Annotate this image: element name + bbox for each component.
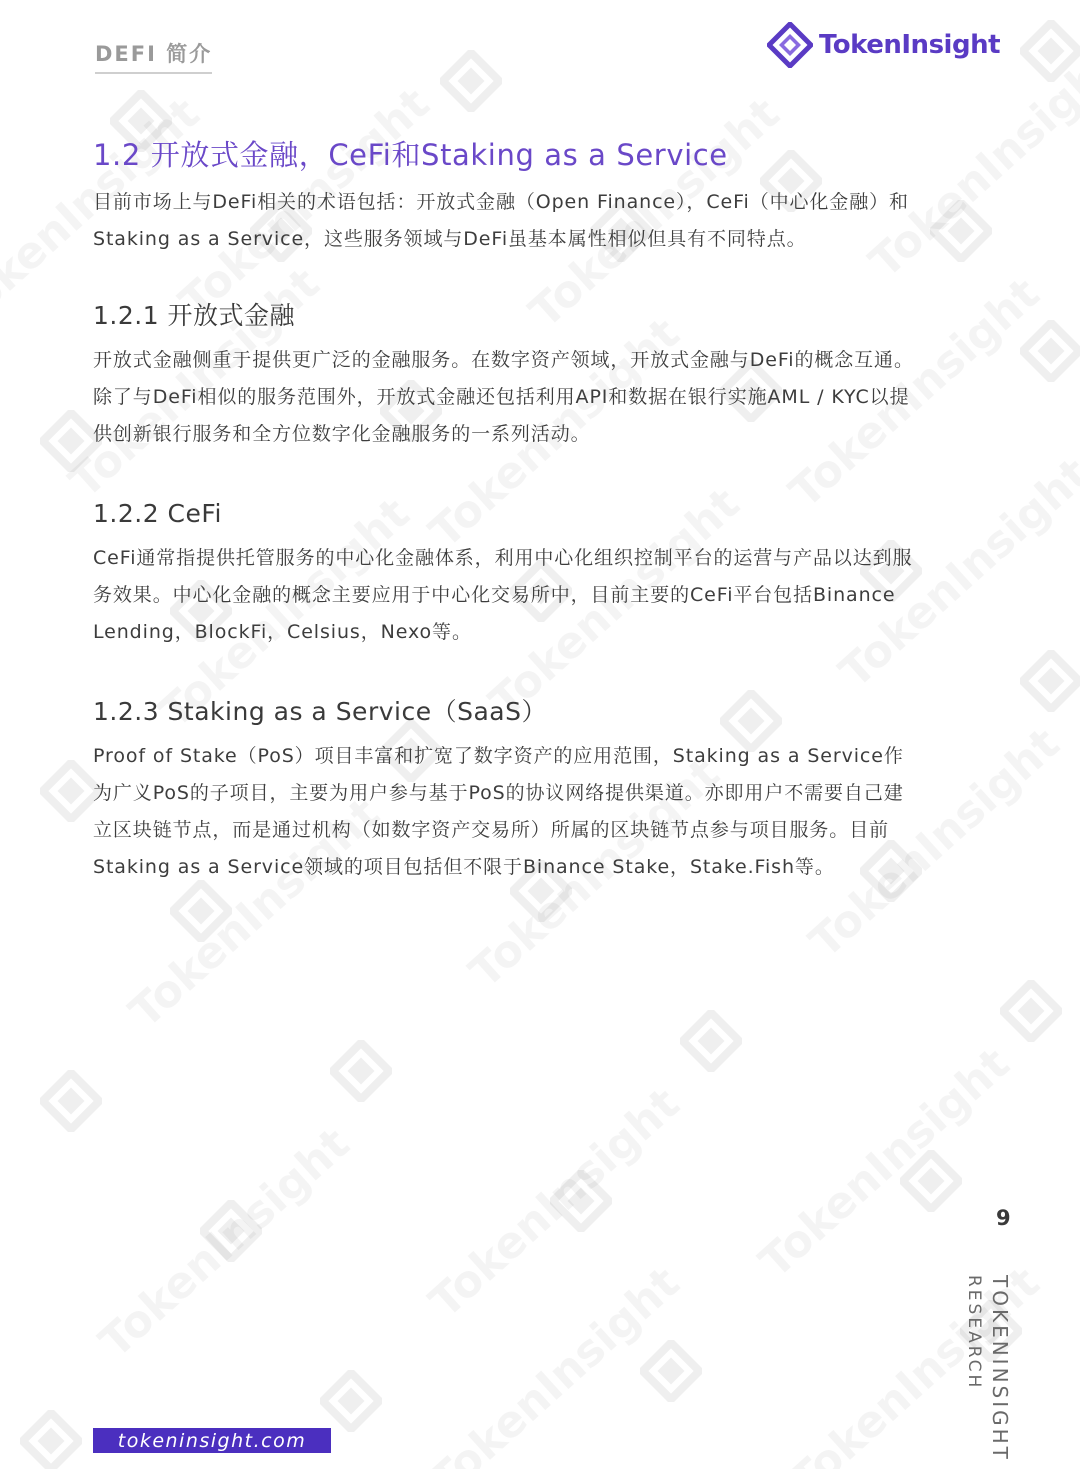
website-link[interactable]: tokeninsight.com <box>117 1429 307 1452</box>
watermark-text <box>90 1118 359 1368</box>
header-section <box>95 38 212 74</box>
section-label: DEFI 简介 <box>95 38 212 74</box>
page-title: 1.2 开放式金融，CeFi和Staking as a Service <box>93 138 728 172</box>
watermark-text <box>750 1038 1019 1288</box>
brand <box>767 22 1000 68</box>
watermark-logo-icon <box>680 1010 742 1072</box>
watermark-logo-icon <box>330 1040 392 1102</box>
watermark-logo-icon <box>900 1150 962 1212</box>
watermark-logo-icon <box>1000 980 1062 1042</box>
watermark-logo-icon <box>170 880 232 942</box>
watermark-logo-icon <box>320 1370 382 1432</box>
watermark-logo-icon <box>930 200 992 262</box>
section-heading-open-finance: 1.2.1 开放式金融 <box>93 301 296 330</box>
vertical-brand <box>964 1275 1012 1462</box>
section-body-open-finance: 开放式金融侧重于提供更广泛的金融服务。在数字资产领域，开放式金融与DeFi的概念互通。除了与DeFi相似的服务范围外，开放式金融还包括利用API和数据在银行实施AML / KYC以提供创新银行服务和全方位数字化金融服务的一系列活动。 <box>93 349 914 445</box>
vertical-brand-line2: RESEARCH <box>964 1275 984 1391</box>
watermark-logo-icon <box>440 50 502 112</box>
watermark-text <box>420 1078 689 1328</box>
watermark-logo-icon <box>40 1070 102 1132</box>
intro-paragraph: 目前市场上与DeFi相关的术语包括：开放式金融（Open Finance），CeFi（中心化金融）和Staking as a Service，这些服务领域与DeFi虽基本属性相似但具有不同特点。 <box>93 191 909 250</box>
watermark-text <box>420 1257 689 1469</box>
watermark-logo-icon <box>550 1170 612 1232</box>
section-heading-cefi: 1.2.2 CeFi <box>93 499 222 528</box>
watermark-logo-icon <box>1020 650 1080 712</box>
section-heading-saas: 1.2.3 Staking as a Service（SaaS） <box>93 697 547 726</box>
tokeninsight-logo-icon <box>767 22 813 68</box>
vertical-brand-line1: TOKENINSIGHT <box>988 1275 1012 1462</box>
watermark-logo-icon <box>640 1340 702 1402</box>
page-number: 9 <box>996 1206 1011 1230</box>
watermark-logo-icon <box>200 1200 262 1262</box>
watermark-logo-icon <box>1020 20 1080 82</box>
section-body-cefi: CeFi通常指提供托管服务的中心化金融体系，利用中心化组织控制平台的运营与产品以达到服务效果。中心化金融的概念主要应用于中心化交易所中，目前主要的CeFi平台包括Binance Lending，BlockFi，Celsius，Nexo等。 <box>93 547 913 643</box>
brand-name: TokenInsight <box>819 30 1001 60</box>
main-content <box>93 132 923 886</box>
watermark-logo-icon <box>1020 320 1080 382</box>
section-body-saas: Proof of Stake（PoS）项目丰富和扩宽了数字资产的应用范围，Staking as a Service作为广义PoS的子项目，主要为用户参与基于PoS的协议网络提供渠道。亦即用户不需要自己建立区块链节点，而是通过机构（如数字资产交易所）所属的区块链节点参与项目服务。目前Staking as a Service领域的项目包括但不限于Binance Stake，Stake.Fish等。 <box>93 745 904 878</box>
website-bar[interactable] <box>93 1428 331 1453</box>
watermark-logo-icon <box>20 1410 82 1469</box>
